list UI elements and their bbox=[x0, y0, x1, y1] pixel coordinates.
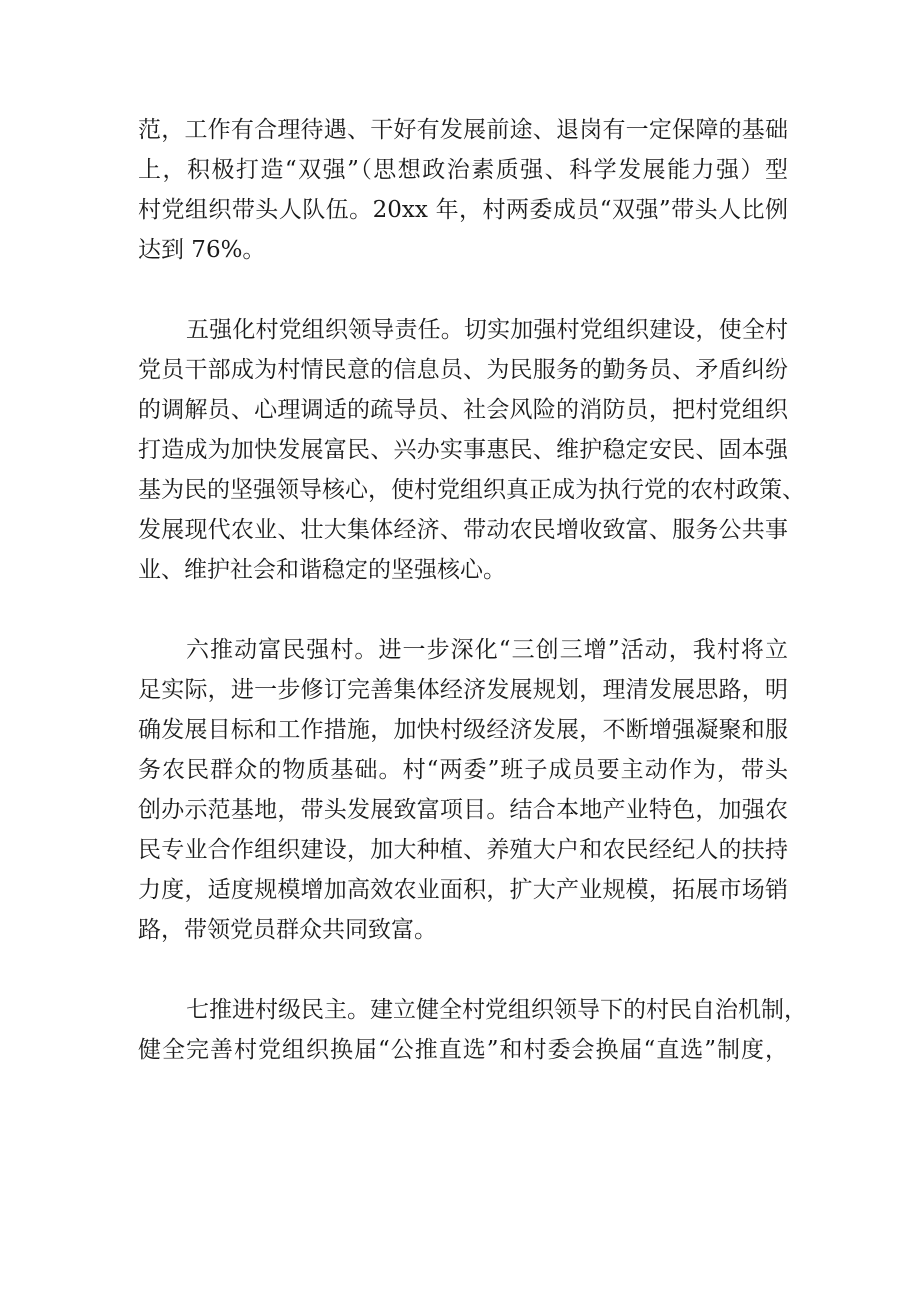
text-line: 力度，适度规模增加高效农业面积，扩大产业规模，拓展市场销 bbox=[138, 877, 788, 903]
text-line: 发展现代农业、壮大集体经济、带动农民增收致富、服务公共事 bbox=[138, 517, 788, 543]
text-line: 的调解员、心理调适的疏导员、社会风险的消防员，把村党组织 bbox=[138, 397, 788, 423]
text-line: 确发展目标和工作措施，加快村级经济发展，不断增强凝聚和服 bbox=[138, 717, 788, 743]
text-line: 民专业合作组织建设，加大种植、养殖大户和农民经纪人的扶持 bbox=[138, 837, 788, 863]
text-line: 健全完善村党组织换届“公推直选”和村委会换届“直选”制度， bbox=[138, 1037, 788, 1063]
text-line: 六推动富民强村。进一步深化“三创三增”活动，我村将立 bbox=[186, 637, 788, 663]
text-line: 业、维护社会和谐稳定的坚强核心。 bbox=[138, 557, 506, 583]
text-line: 路，带领党员群众共同致富。 bbox=[138, 917, 437, 943]
text-line: 上，积极打造“双强”（思想政治素质强、科学发展能力强）型 bbox=[138, 157, 788, 183]
text-line: 范，工作有合理待遇、干好有发展前途、退岗有一定保障的基础 bbox=[138, 117, 788, 143]
text-line: 党员干部成为村情民意的信息员、为民服务的勤务员、矛盾纠纷 bbox=[138, 357, 788, 383]
text-line: 村党组织带头人队伍。20xx 年，村两委成员“双强”带头人比例 bbox=[138, 197, 788, 223]
text-line: 打造成为加快发展富民、兴办实事惠民、维护稳定安民、固本强 bbox=[138, 437, 788, 463]
paragraph-4 bbox=[138, 990, 807, 1070]
paragraph-2 bbox=[138, 310, 805, 590]
text-line: 五强化村党组织领导责任。切实加强村党组织建设，使全村 bbox=[186, 317, 788, 343]
text-line: 务农民群众的物质基础。村“两委”班子成员要主动作为，带头 bbox=[138, 757, 788, 783]
document-page bbox=[138, 110, 807, 1110]
paragraph-3 bbox=[138, 630, 788, 950]
text-line: 足实际，进一步修订完善集体经济发展规划，理清发展思路，明 bbox=[138, 677, 788, 703]
text-line: 七推进村级民主。建立健全村党组织领导下的村民自治机制， bbox=[186, 997, 807, 1023]
paragraph-1 bbox=[138, 110, 788, 270]
text-line: 达到 76%。 bbox=[138, 237, 266, 263]
text-line: 基为民的坚强领导核心，使村党组织真正成为执行党的农村政策、 bbox=[138, 477, 805, 503]
text-line: 创办示范基地，带头发展致富项目。结合本地产业特色，加强农 bbox=[138, 797, 788, 823]
